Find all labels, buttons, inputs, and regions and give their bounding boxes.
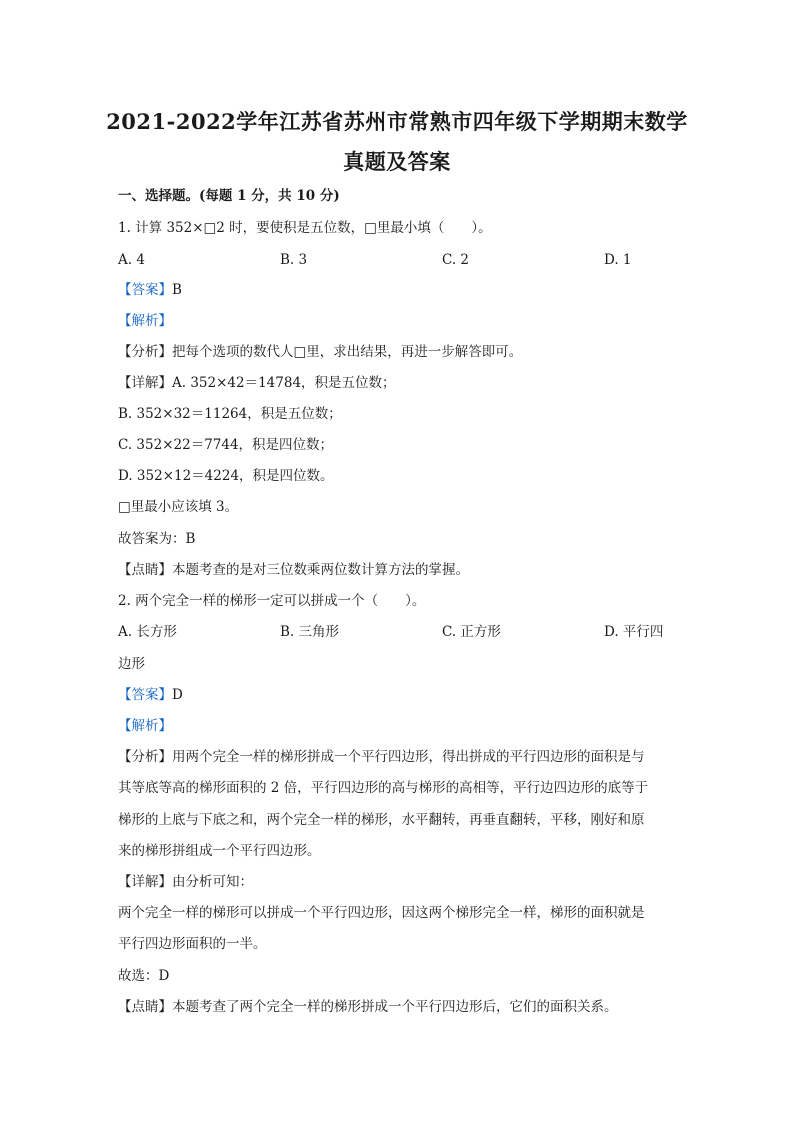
doc-title-line2: 真题及答案 (343, 149, 451, 174)
q1-answer (118, 280, 678, 300)
q1-option-b: B. 3 (280, 252, 308, 268)
q2-answer (118, 685, 678, 705)
fenxi-tag: 【分析】 (118, 749, 172, 765)
q2-fenxi-line: 梯形的上底与下底之和，两个完全一样的梯形，水平翻转，再垂直翻转，平移，刚好和原 (118, 812, 645, 828)
fenxi-tag: 【分析】 (118, 344, 172, 360)
xiangjie-tag: 【详解】 (118, 375, 172, 391)
q1-option-a: A. 4 (118, 252, 145, 268)
q2-stem: 2. 两个完全一样的梯形一定可以拼成一个（ ）。 (118, 593, 426, 609)
answer-value: D (172, 687, 183, 703)
q2-jiexi (118, 716, 678, 736)
q2-xiangjie (118, 872, 678, 892)
xiangjie-text: 由分析可知： (172, 874, 253, 890)
q2-option-c: C. 正方形 (442, 624, 501, 640)
answer-value: B (172, 282, 182, 298)
q1-xiangjie-line: B. 352×32＝11264，积是五位数； (118, 406, 342, 422)
q1-stem: 1. 计算 352×□2 时，要使积是五位数，□里最小填（ ）。 (118, 220, 492, 236)
q2-option-d: D. 平行四 (604, 624, 664, 640)
answer-tag: 【答案】 (118, 282, 172, 298)
q2-xiangjie-line: 两个完全一样的梯形可以拼成一个平行四边形，因这两个梯形完全一样，梯形的面积就是 (118, 905, 645, 921)
dianjing-tag: 【点睛】 (118, 999, 172, 1015)
q1-xiangjie-line: C. 352×22＝7744，积是四位数； (118, 437, 334, 453)
dianjing-text: 本题考查的是对三位数乘两位数计算方法的掌握。 (172, 562, 469, 578)
q2-xiangjie-line: 平行四边形面积的一半。 (118, 936, 267, 952)
q1-option-c: C. 2 (442, 252, 470, 268)
xiangjie-tag: 【详解】 (118, 874, 172, 890)
q2-fenxi (118, 747, 678, 767)
q1-xiangjie-line: □里最小应该填 3。 (118, 499, 239, 515)
fenxi-text: 把每个选项的数代人□里，求出结果，再进一步解答即可。 (172, 344, 523, 360)
q1-xiangjie-line: 故答案为：B (118, 531, 196, 547)
fenxi-text: 用两个完全一样的梯形拼成一个平行四边形，得出拼成的平行四边形的面积是与 (172, 749, 645, 765)
q2-option-b: B. 三角形 (280, 624, 340, 640)
q1-option-d: D. 1 (604, 252, 632, 268)
q2-option-d-cont: 边形 (118, 656, 145, 672)
q2-dianjing (118, 997, 678, 1017)
q1-xiangjie (118, 373, 678, 393)
q1-fenxi (118, 342, 678, 362)
q2-option-a: A. 长方形 (118, 624, 177, 640)
q2-xiangjie-line: 故选：D (118, 968, 170, 984)
answer-tag: 【答案】 (118, 687, 172, 703)
analysis-tag: 【解析】 (118, 718, 172, 734)
q1-xiangjie-line: D. 352×12＝4224，积是四位数。 (118, 468, 334, 484)
q1-jiexi (118, 311, 678, 331)
dianjing-text: 本题考查了两个完全一样的梯形拼成一个平行四边形后，它们的面积关系。 (172, 999, 618, 1015)
section-heading: 一、选择题。(每题 1 分，共 10 分) (118, 188, 340, 204)
xiangjie-text: A. 352×42＝14784，积是五位数； (172, 375, 396, 391)
dianjing-tag: 【点睛】 (118, 562, 172, 578)
q2-fenxi-line: 其等底等高的梯形面积的 2 倍，平行四边形的高与梯形的高相等，平行边四边形的底等于 (118, 780, 649, 796)
doc-title-line1: 2021-2022学年江苏省苏州市常熟市四年级下学期期末数学 (106, 109, 688, 134)
analysis-tag: 【解析】 (118, 313, 172, 329)
q2-fenxi-line: 来的梯形拼组成一个平行四边形。 (118, 843, 321, 859)
q1-dianjing (118, 560, 678, 580)
